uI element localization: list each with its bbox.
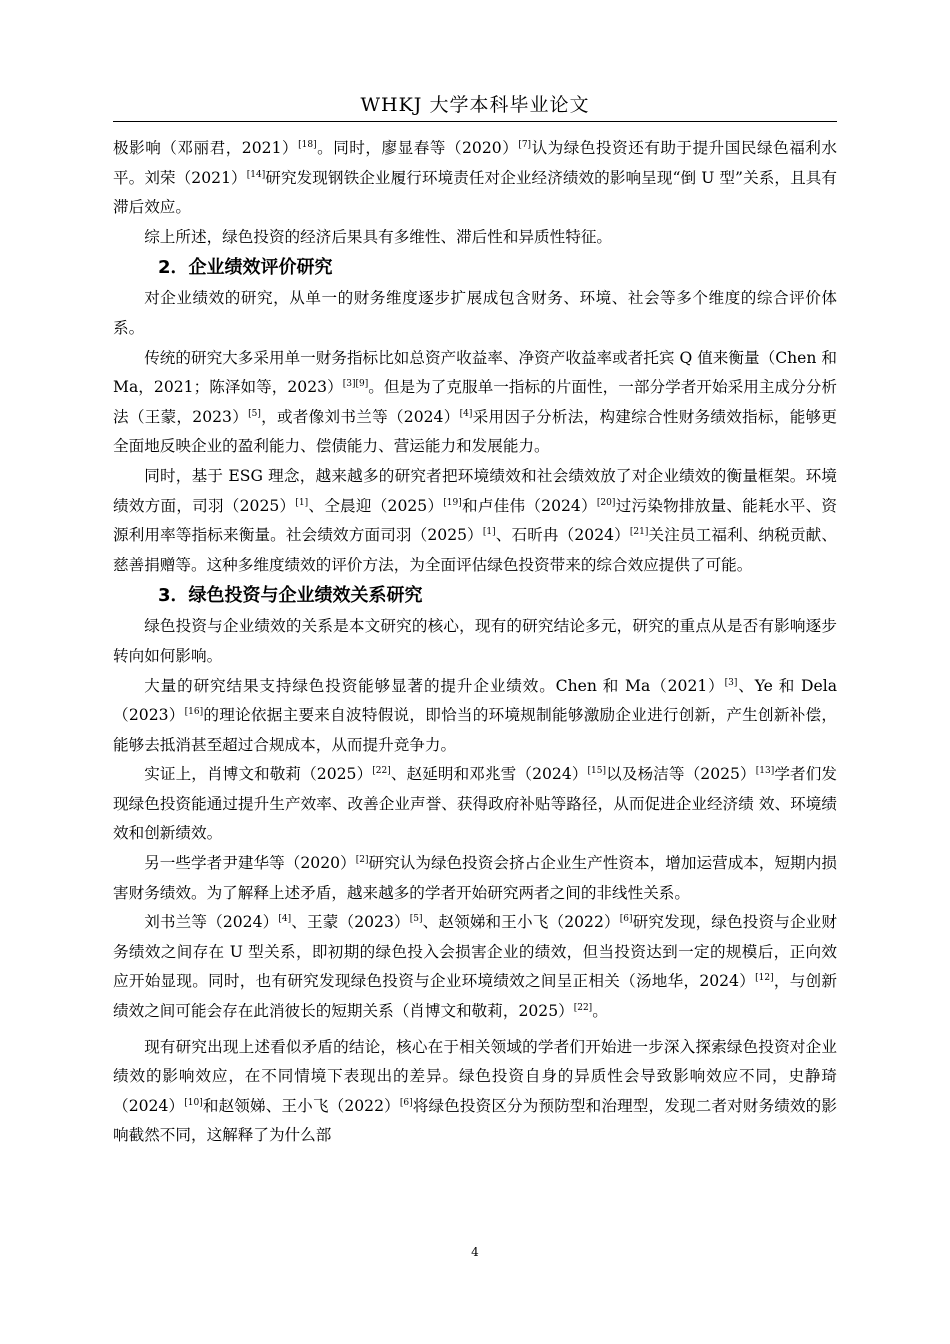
citation-ref: [4] [278,914,292,925]
citation-ref: [20] [596,497,616,508]
paragraph [113,1033,837,1151]
body-text [113,134,837,1151]
header-divider [113,121,837,122]
citation-ref: [1] [482,527,496,538]
text-run: 学者们发现绿色投资能通过提升生产效率、改善企业声誉、获得政府补贴等路径，从而促进企业经济绩 效、环境绩效和创新绩效。 [113,765,837,843]
section-heading: 2．企业绩效评价研究 [158,257,333,279]
text-run: 。同时，廖显春等（2020） [316,139,519,157]
text-run: ，与创新绩效之间可能会存在此消彼长的短期关系（肖博文和敬莉，2025） [113,972,837,1021]
paragraph [113,223,837,253]
citation-ref: [13] [755,766,775,777]
text-run: 另一些学者尹建华等（2020） [144,854,356,873]
citation-ref: [6] [399,1097,413,1108]
citation-ref: [5] [248,408,261,419]
text-run: 现有研究出现上述看似矛盾的结论，核心在于相关领域的学者们开始进一步深入探索绿色投资对企业绩效的影响效应，在不同情境下表现出的差异。绿色投资自身的异质性会导致影响效应不同，史静琦（2024） [113,1037,837,1115]
citation-ref: [2] [355,855,369,866]
citation-ref: [22] [573,1003,593,1014]
text-run: 。但是为了克服单一指标的片面性，一部分学者开始采用主成分分析法（王蒙，2023） [113,378,837,426]
text-run: 、Ye 和 Dela（2023） [113,676,837,725]
text-run: 关注员工福利、纳税贡献、慈善捐赠等。这种多维度绩效的评价方法，为全面评估绿色投资带来的综合效应提供了可能。 [113,526,837,574]
citation-ref: [1] [295,497,309,508]
text-run: 极影响（邓丽君，2021） [113,139,299,157]
text-run: 对企业绩效的研究，从单一的财务维度逐步扩展成包含财务、环境、社会等多个维度的综合评价体系。 [113,289,837,337]
paragraph [113,134,837,223]
paragraph [113,462,837,580]
citation-ref: [21] [629,527,649,538]
text-run: 以及杨洁等（2025） [606,765,756,784]
text-run: 将绿色投资区分为预防型和治理型，发现二者对财务绩效的影响截然不同，这解释了为什么部 [113,1096,837,1145]
page-header: WHKJ 大学本科毕业论文 [360,94,590,116]
section-heading: 3．绿色投资与企业绩效关系研究 [158,585,423,607]
text-run: 和卢佳伟（2024） [461,496,597,515]
text-run: 实证上，肖博文和敬莉（2025） [144,765,373,784]
citation-ref: [4] [459,408,473,419]
citation-ref: [18] [298,140,317,150]
citation-ref: [3][9] [342,379,369,390]
text-run: 研究发现，绿色投资与企业财务绩效之间存在 U 型关系，即初期的绿色投入会损害企业的绩效，但当投资达到一定的规模后，正向效应开始显现。同时，也有研究发现绿色投资与企业环境绩效之间呈正相关（汤地华，2024） [113,913,838,991]
text-run: 综上所述，绿色投资的经济后果具有多维性、滞后性和异质性特征。 [144,227,613,246]
paragraph [113,849,837,908]
text-run: 、王蒙（2023） [291,913,410,932]
citation-ref: [19] [443,497,462,508]
text-run: 同时，基于 ESG 理念，越来越多的研究者把环境绩效和社会绩效放了对企业绩效的衡量框架。环境绩效方面，司羽（2025） [113,466,837,515]
citation-ref: [5] [409,914,423,925]
paragraph [113,672,837,761]
citation-ref: [10] [184,1097,203,1108]
citation-ref: [7] [518,140,532,150]
text-run: 认为绿色投资还有助于提升国民绿色福利水平。刘荣（2021） [113,139,837,187]
text-run: 研究认为绿色投资会挤占企业生产性资本，增加运营成本，短期内损害财务绩效。为了解释上述矛盾，越来越多的学者开始研究两者之间的非线性关系。 [113,854,837,902]
text-run: 绿色投资与企业绩效的关系是本文研究的核心，现有的研究结论多元，研究的重点从是否有影响逐步转向如何影响。 [113,617,837,665]
text-run: 过污染物排放量、能耗水平、资源利用率等指标来衡量。社会绩效方面司羽（2025） [113,496,838,545]
citation-ref: [15] [587,766,607,777]
citation-ref: [12] [755,973,774,984]
text-run: 研究发现钢铁企业履行环境责任对企业经济绩效的影响呈现“倒 U 型”关系，且具有滞后效应。 [113,168,837,217]
paragraph [113,760,837,849]
text-run: 大量的研究结果支持绿色投资能够显著的提升企业绩效。Chen 和 Ma（2021） [144,676,725,695]
citation-ref: [3] [724,677,738,688]
text-run: 。 [592,1002,608,1021]
text-run: 、赵领娣和王小飞（2022） [422,913,620,932]
text-run: 、石昕冉（2024） [495,526,630,545]
paragraph [113,908,837,1026]
text-run: 、仝晨迎（2025） [308,496,444,515]
text-run: 传统的研究大多采用单一财务指标比如总资产收益率、净资产收益率或者托宾 Q 值来衡量（Chen 和 Ma，2021；陈泽如等，2023） [113,348,837,397]
text-run: 刘书兰等（2024） [144,913,279,932]
text-run: 采用因子分析法，构建综合性财务绩效指标，能够更全面地反映企业的盈利能力、偿债能力、营运能力和发展能力。 [113,407,837,456]
text-run: ，或者像刘书兰等（2024） [260,407,460,426]
citation-ref: [22] [372,766,391,777]
citation-ref: [14] [246,169,266,180]
paragraph [113,612,837,671]
paragraph [113,284,837,343]
page-number: 4 [471,1245,479,1259]
text-run: 、赵延明和邓兆雪（2024） [390,765,588,784]
citation-ref: [6] [619,914,633,925]
citation-ref: [16] [184,707,204,718]
text-run: 和赵领娣、王小飞（2022） [202,1096,400,1115]
text-run: 的理论依据主要来自波特假说，即恰当的环境规制能够激励企业进行创新，产生创新补偿，能够去抵消甚至超过合规成本，从而提升竞争力。 [113,706,837,754]
paragraph [113,344,837,462]
